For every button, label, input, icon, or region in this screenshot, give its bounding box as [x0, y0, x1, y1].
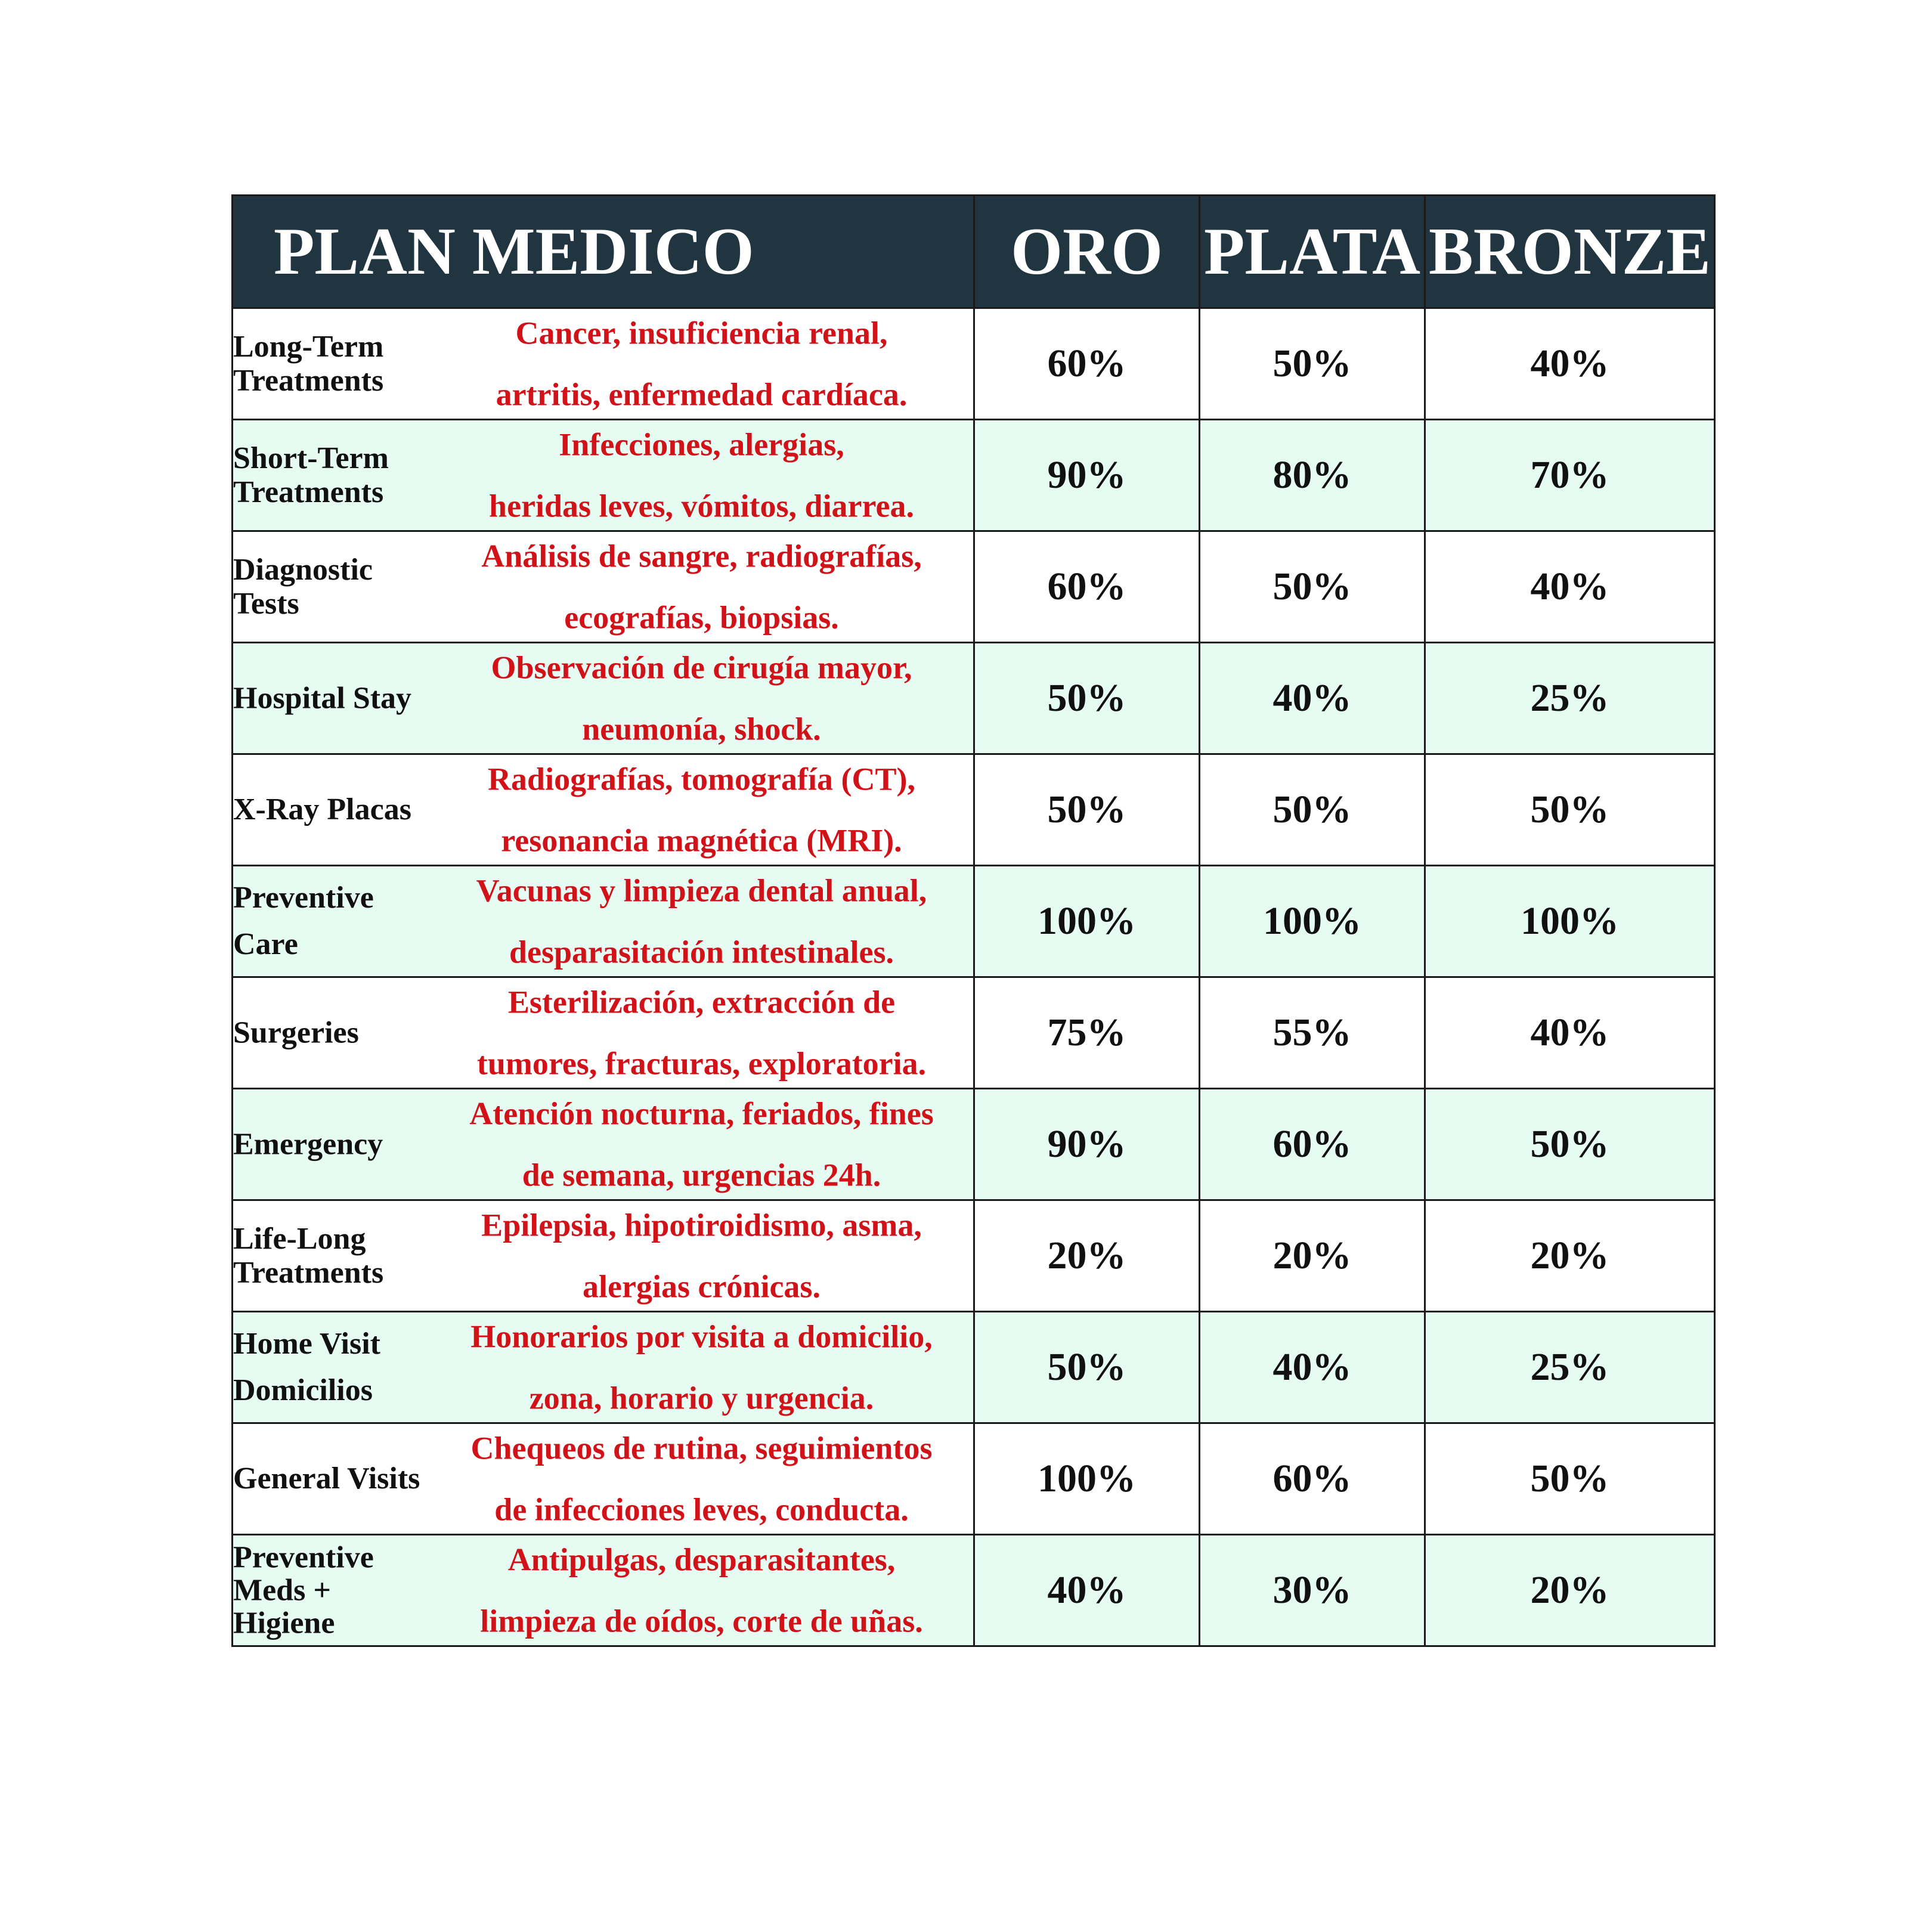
category-description: Honorarios por visita a domicilio, zona, horario y urgencia. [470, 1318, 933, 1416]
category-label: General Visits [233, 1462, 420, 1496]
header-row [233, 196, 1715, 308]
table-row [233, 1089, 1715, 1200]
oro-percent: 50% [974, 1312, 1200, 1423]
table-row [233, 531, 1715, 643]
coverage-cell [233, 643, 974, 754]
oro-percent: 100% [974, 1423, 1200, 1535]
category-label: Life-Long Treatments [233, 1221, 384, 1290]
category-description: Observación de cirugía mayor, neumonía, shock. [491, 649, 912, 747]
category-label: Hospital Stay [233, 681, 412, 716]
bronze-percent: 70% [1425, 420, 1715, 531]
coverage-cell [233, 1535, 974, 1646]
bronze-percent: 20% [1425, 1200, 1715, 1312]
coverage-cell [233, 1089, 974, 1200]
table-row [233, 643, 1715, 754]
bronze-percent: 40% [1425, 977, 1715, 1089]
plan-table-container [231, 194, 1714, 1647]
plata-percent: 20% [1200, 1200, 1425, 1312]
oro-percent: 90% [974, 420, 1200, 531]
table-row [233, 977, 1715, 1089]
plata-percent: 40% [1200, 1312, 1425, 1423]
plata-percent: 30% [1200, 1535, 1425, 1646]
category-description: Radiografías, tomografía (CT), resonancia magnética (MRI). [488, 761, 915, 858]
category-label: Preventive Meds + Higiene [233, 1540, 374, 1640]
plata-percent: 60% [1200, 1089, 1425, 1200]
table-row [233, 420, 1715, 531]
table-row [233, 866, 1715, 977]
category-description: Cancer, insuficiencia renal, artritis, enfermedad cardíaca. [496, 315, 908, 412]
oro-percent: 75% [974, 977, 1200, 1089]
bronze-percent: 20% [1425, 1535, 1715, 1646]
table-row [233, 1312, 1715, 1423]
category-label: Diagnostic Tests [233, 552, 373, 621]
coverage-cell [233, 420, 974, 531]
coverage-cell [233, 1423, 974, 1535]
category-description: Epilepsia, hipotiroidismo, asma, alergias crónicas. [481, 1207, 922, 1304]
category-description: Infecciones, alergias, heridas leves, vómitos, diarrea. [489, 426, 914, 524]
bronze-percent: 100% [1425, 866, 1715, 977]
oro-percent: 50% [974, 754, 1200, 866]
oro-percent: 50% [974, 643, 1200, 754]
category-description: Análisis de sangre, radiografías, ecografías, biopsias. [481, 538, 922, 635]
plata-percent: 100% [1200, 866, 1425, 977]
bronze-percent: 40% [1425, 308, 1715, 420]
oro-percent: 40% [974, 1535, 1200, 1646]
bronze-percent: 50% [1425, 1423, 1715, 1535]
category-description: Antipulgas, desparasitantes, limpieza de oídos, corte de uñas. [480, 1541, 923, 1639]
plata-percent: 60% [1200, 1423, 1425, 1535]
plan-title: PLAN MEDICO [233, 196, 974, 308]
oro-percent: 60% [974, 531, 1200, 643]
category-label: Surgeries [233, 1015, 359, 1050]
bronze-percent: 50% [1425, 754, 1715, 866]
bronze-percent: 40% [1425, 531, 1715, 643]
table-row [233, 1200, 1715, 1312]
tier-bronze-header: BRONZE [1425, 196, 1715, 308]
category-label: Preventive Care [233, 881, 374, 961]
oro-percent: 20% [974, 1200, 1200, 1312]
oro-percent: 90% [974, 1089, 1200, 1200]
category-description: Vacunas y limpieza dental anual, desparasitación intestinales. [476, 872, 927, 970]
tier-plata-header: PLATA [1200, 196, 1425, 308]
plata-percent: 50% [1200, 754, 1425, 866]
category-label: Long-Term Treatments [233, 329, 384, 398]
category-description: Chequeos de rutina, seguimientos de infecciones leves, conducta. [470, 1430, 933, 1527]
table-row [233, 1535, 1715, 1646]
plan-table [231, 194, 1716, 1647]
oro-percent: 100% [974, 866, 1200, 977]
category-label: Short-Term Treatments [233, 441, 389, 509]
coverage-cell [233, 977, 974, 1089]
plata-percent: 55% [1200, 977, 1425, 1089]
plata-percent: 50% [1200, 308, 1425, 420]
oro-percent: 60% [974, 308, 1200, 420]
category-description: Atención nocturna, feriados, fines de semana, urgencias 24h. [469, 1095, 934, 1193]
plata-percent: 80% [1200, 420, 1425, 531]
plata-percent: 40% [1200, 643, 1425, 754]
category-description: Esterilización, extracción de tumores, fracturas, exploratoria. [476, 984, 927, 1081]
bronze-percent: 25% [1425, 643, 1715, 754]
coverage-cell [233, 754, 974, 866]
category-label: X-Ray Placas [233, 792, 411, 826]
table-row [233, 308, 1715, 420]
coverage-cell [233, 1200, 974, 1312]
coverage-cell [233, 308, 974, 420]
table-row [233, 754, 1715, 866]
coverage-cell [233, 1312, 974, 1423]
bronze-percent: 50% [1425, 1089, 1715, 1200]
plata-percent: 50% [1200, 531, 1425, 643]
coverage-cell [233, 531, 974, 643]
bronze-percent: 25% [1425, 1312, 1715, 1423]
table-row [233, 1423, 1715, 1535]
category-label: Emergency [233, 1127, 383, 1162]
category-label: Home Visit Domicilios [233, 1327, 380, 1407]
coverage-cell [233, 866, 974, 977]
tier-oro-header: ORO [974, 196, 1200, 308]
